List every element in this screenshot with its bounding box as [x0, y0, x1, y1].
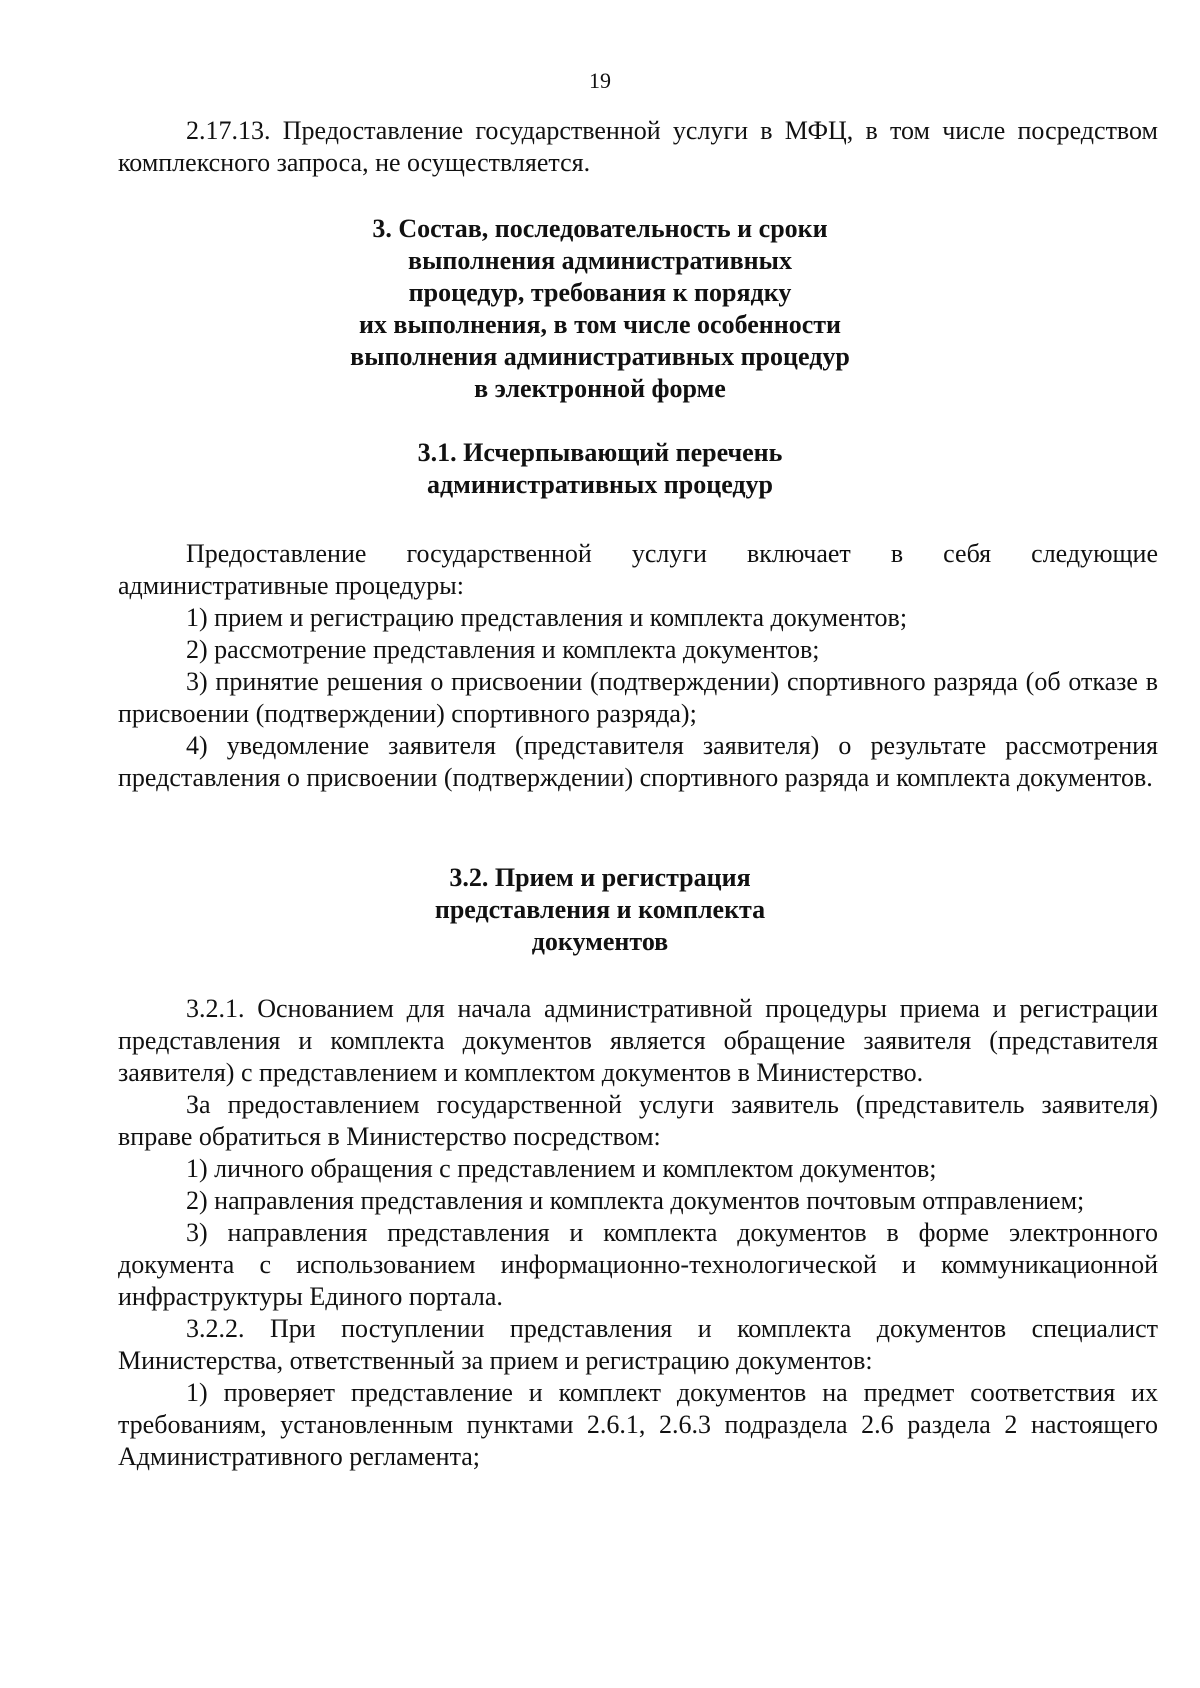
- appeal-way-item: 3) направления представления и комплекта документов в форме электронного документа с использованием информационно-технологической и коммуникационной инфраструктуры Единого портала.: [118, 1218, 1158, 1311]
- heading-line: административных процедур: [426, 470, 774, 499]
- paragraph-3-2-2: 3.2.2. При поступлении представления и комплекта документов специалист Министерства, ответственный за прием и регистрацию документов:: [118, 1314, 1158, 1375]
- section-3-1-heading: [0, 437, 1200, 501]
- heading-line: их выполнения, в том числе особенности: [358, 310, 842, 339]
- procedures-intro: Предоставление государственной услуги включает в себя следующие административные процедуры:: [118, 539, 1158, 600]
- paragraph-3-2-1: 3.2.1. Основанием для начала административной процедуры приема и регистрации представления и комплекта документов является обращение заявителя (представителя заявителя) с представлением и комплектом документов в Министерство.: [118, 994, 1158, 1087]
- heading-line: представления и комплекта: [434, 895, 766, 924]
- heading-line: 3.2. Прием и регистрация: [449, 863, 751, 892]
- procedure-item: 3) принятие решения о присвоении (подтверждении) спортивного разряда (об отказе в присвоении (подтверждении) спортивного разряда);: [118, 667, 1158, 728]
- section-3-2-heading: [0, 862, 1200, 958]
- heading-line: процедур, требования к порядку: [408, 278, 792, 307]
- heading-line: документов: [531, 927, 669, 956]
- heading-line: 3. Состав, последовательность и сроки: [372, 214, 828, 243]
- check-item: 1) проверяет представление и комплект документов на предмет соответствия их требованиям, установленным пунктами 2.6.1, 2.6.3 подраздела 2.6 раздела 2 настоящего Административного регламента;: [118, 1378, 1158, 1471]
- heading-line: в электронной форме: [474, 374, 726, 403]
- section-3-1-body: [118, 538, 1158, 794]
- page-number: 19: [589, 68, 611, 93]
- section-3-2-body: [118, 993, 1158, 1473]
- procedure-item: 2) рассмотрение представления и комплекта документов;: [186, 635, 820, 664]
- heading-line: выполнения административных: [408, 246, 792, 275]
- heading-line: 3.1. Исчерпывающий перечень: [417, 438, 783, 467]
- appeal-way-item: 1) личного обращения с представлением и комплектом документов;: [186, 1154, 937, 1183]
- heading-line: выполнения административных процедур: [350, 342, 850, 371]
- paragraph-appeal-ways: За предоставлением государственной услуги заявитель (представитель заявителя) вправе обратиться в Министерство посредством:: [118, 1090, 1158, 1151]
- appeal-way-item: 2) направления представления и комплекта документов почтовым отправлением;: [186, 1186, 1085, 1215]
- section-3-heading: [0, 213, 1200, 405]
- paragraph-2-17-13: 2.17.13. Предоставление государственной услуги в МФЦ, в том числе посредством комплексного запроса, не осуществляется.: [118, 116, 1158, 177]
- procedure-item: 1) прием и регистрацию представления и комплекта документов;: [186, 603, 908, 632]
- procedure-item: 4) уведомление заявителя (представителя заявителя) о результате рассмотрения представления о присвоении (подтверждении) спортивного разряда и комплекта документов.: [118, 731, 1158, 792]
- paragraph-block-2-17: [118, 115, 1158, 179]
